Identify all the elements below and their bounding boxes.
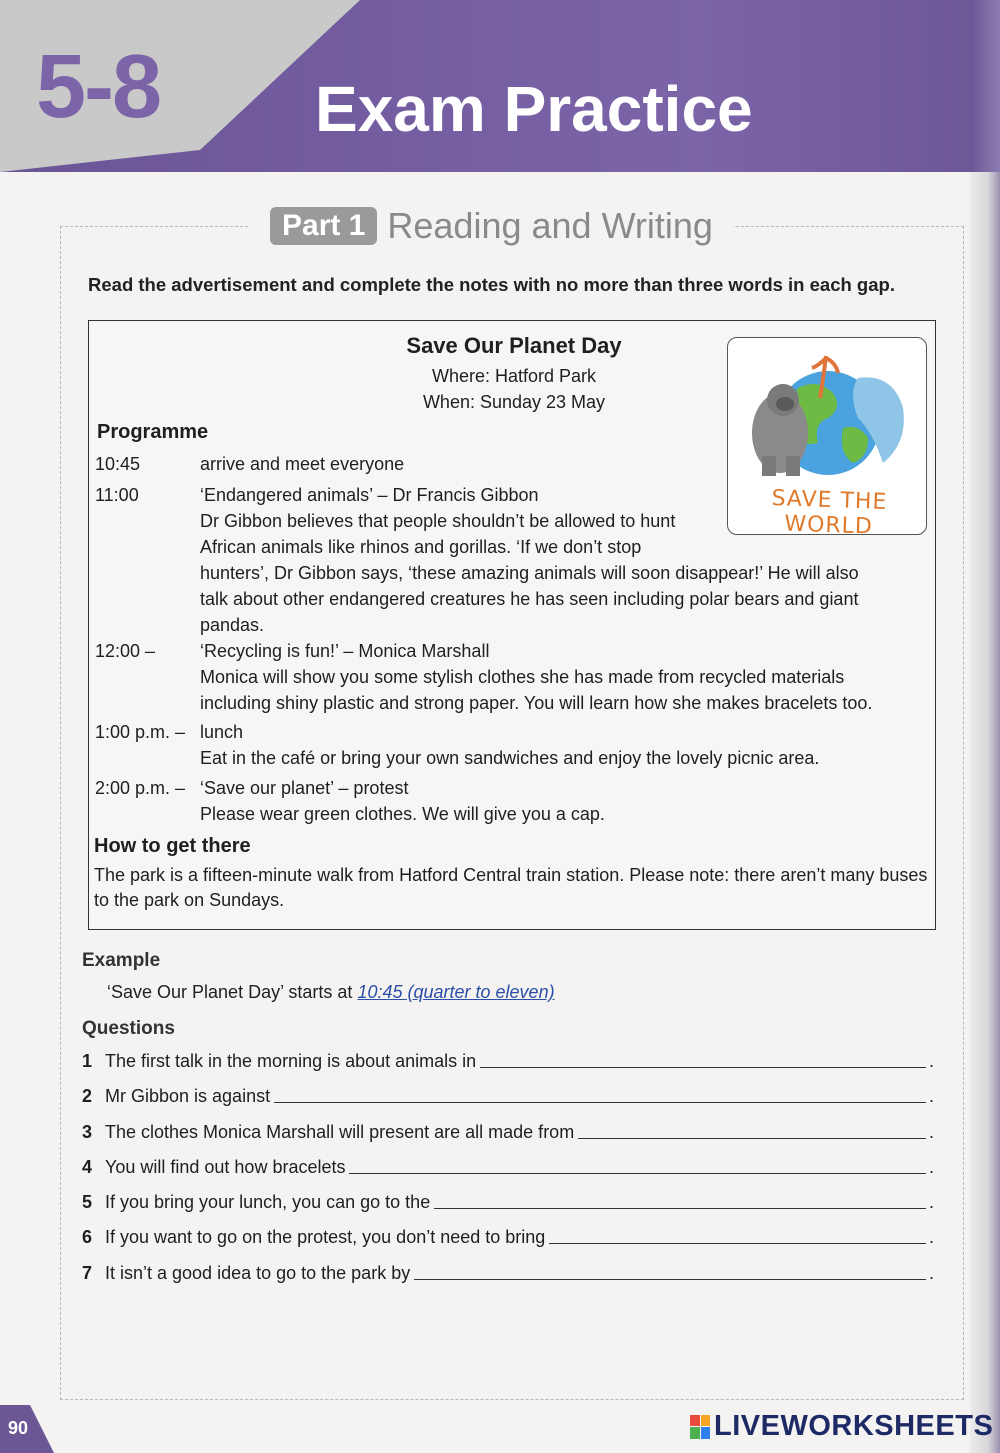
programme-line: ‘Save our planet’ – protest [200,778,409,798]
example-answer: 10:45 (quarter to eleven) [357,982,555,1002]
question-text: The clothes Monica Marshall will present are all made from [105,1122,575,1142]
programme-line: Dr Gibbon believes that people shouldn’t be allowed to hunt [200,511,676,531]
question-end-mark: . [928,1122,934,1142]
programme-time: 10:45 [95,454,141,474]
advert-when: When: Sunday 23 May [422,392,606,412]
question-number: 4 [82,1157,93,1177]
answer-input-line[interactable] [549,1242,926,1244]
question-text: If you bring your lunch, you can go to the [105,1192,431,1212]
unit-number: 5-8 [36,37,161,137]
programme-line: ‘Recycling is fun!’ – Monica Marshall [200,641,490,661]
programme-time: 1:00 p.m. – [95,722,186,742]
advert-title: Save Our Planet Day [406,333,622,358]
questions-heading: Questions [82,1018,175,1039]
programme-line: hunters’, Dr Gibbon says, ‘these amazing animals will soon disappear!’ He will also [200,563,859,583]
question-end-mark: . [928,1192,934,1212]
programme-line: Please wear green clothes. We will give you a cap. [200,804,605,824]
part-header [250,203,733,249]
advert-where: Where: Hatford Park [431,366,597,386]
question-number: 2 [82,1086,93,1106]
answer-input-line[interactable] [434,1207,926,1209]
example-sentence [107,982,555,1003]
page-title: Exam Practice [315,73,753,145]
answer-input-line[interactable] [349,1172,926,1174]
book-spine [970,0,1000,1453]
answer-input-line[interactable] [480,1066,926,1068]
question-number: 6 [82,1227,93,1247]
question-end-mark: . [928,1263,934,1283]
liveworksheets-logo-icon [690,1415,710,1439]
programme-line: ‘Endangered animals’ – Dr Francis Gibbon [200,485,539,505]
question-number: 3 [82,1122,93,1142]
example-heading: Example [82,950,161,971]
programme-time: 12:00 – [95,641,156,661]
question-row [82,1220,934,1248]
question-end-mark: . [928,1157,934,1177]
question-text: Mr Gibbon is against [105,1086,271,1106]
question-row [82,1079,934,1107]
question-text: The first talk in the morning is about animals in [105,1051,477,1071]
sticker-text: SAVE THE WORLD [771,485,888,540]
programme-line: pandas. [200,615,265,635]
programme-line: African animals like rhinos and gorillas. ‘If we don’t stop [200,537,642,557]
answer-input-line[interactable] [578,1137,926,1139]
programme-line: lunch [200,722,244,742]
part-badge: Part 1 [270,207,377,245]
question-end-mark: . [928,1051,934,1071]
answer-input-line[interactable] [274,1101,926,1103]
question-row [82,1115,934,1143]
how-to-get-there-text: The park is a fifteen-minute walk from Hatford Central train station. Please note: there aren’t many buses to the park on Sundays. [94,865,928,910]
programme-time: 11:00 [95,485,139,505]
brand-name: LIVEWORKSHEETS [714,1410,994,1442]
question-number: 7 [82,1263,93,1283]
question-end-mark: . [928,1227,934,1247]
liveworksheets-brand [690,1410,993,1443]
programme-line: Eat in the café or bring your own sandwiches and enjoy the lovely picnic area. [200,748,820,768]
question-text: You will find out how bracelets [105,1157,346,1177]
question-row [82,1256,934,1284]
book-spine-top [970,0,1000,172]
programme-heading: Programme [97,421,209,443]
how-to-get-there-heading: How to get there [94,835,251,857]
question-number: 5 [82,1192,93,1212]
instructions: Read the advertisement and complete the notes with no more than three words in each gap. [88,274,895,295]
example-text: ‘Save Our Planet Day’ starts at [107,982,353,1002]
page-number: 90 [8,1418,29,1438]
question-end-mark: . [928,1086,934,1106]
advertisement-box [88,320,936,930]
programme-line: arrive and meet everyone [200,454,405,474]
programme-line: talk about other endangered creatures he has seen including polar bears and giant [200,589,859,609]
question-row [82,1150,934,1178]
question-text: If you want to go on the protest, you don’t need to bring [105,1227,546,1247]
question-text: It isn’t a good idea to go to the park by [105,1263,411,1283]
programme-line: including shiny plastic and strong paper. You will learn how she makes bracelets too. [200,693,873,713]
question-number: 1 [82,1051,93,1071]
programme-line: Monica will show you some stylish clothes she has made from recycled materials [200,667,845,687]
programme-time: 2:00 p.m. – [95,778,186,798]
answer-input-line[interactable] [414,1278,926,1280]
question-row [82,1044,934,1072]
part-title: Reading and Writing [387,205,713,246]
question-row [82,1185,934,1213]
